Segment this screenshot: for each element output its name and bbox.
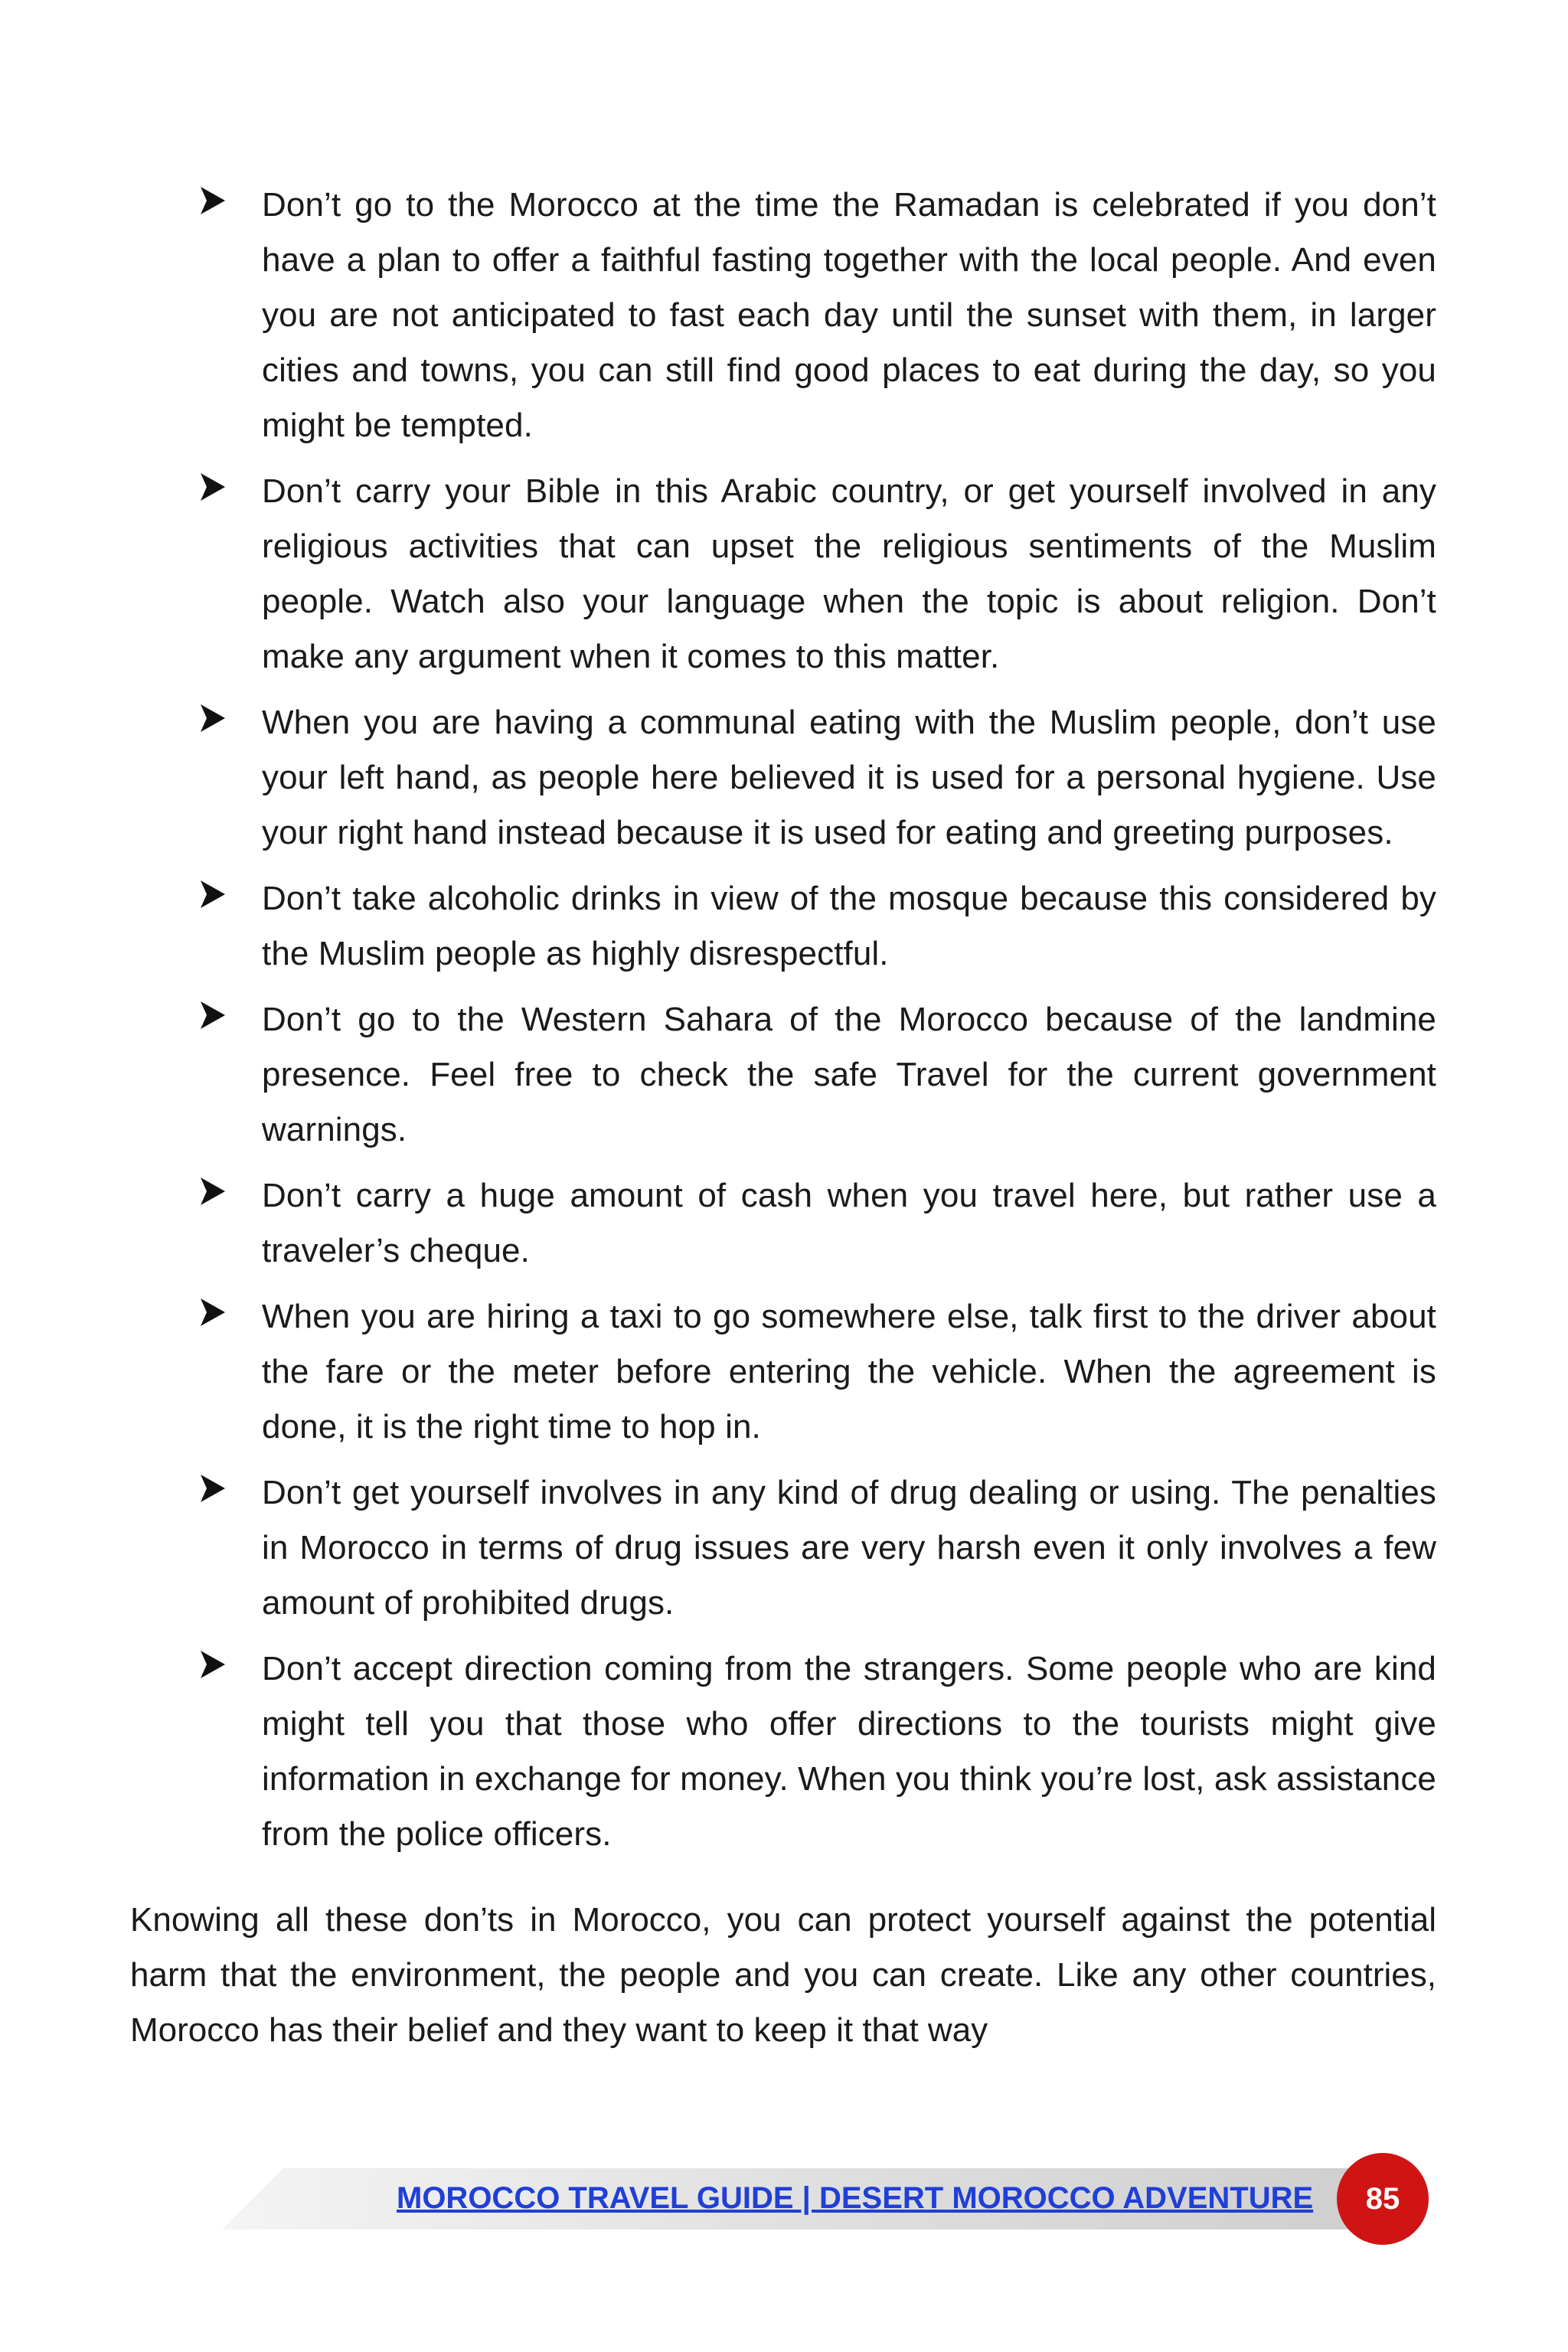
list-item [130, 992, 1436, 1158]
bullet-text: Don’t carry a huge amount of cash when you travel here, but rather use a traveler’s cheque. [262, 1177, 1436, 1269]
arrowhead-bullet-icon [199, 1473, 227, 1504]
arrowhead-bullet-icon [199, 185, 227, 216]
arrowhead-bullet-icon [199, 1297, 227, 1328]
arrowhead-bullet-icon [199, 1649, 227, 1680]
bullet-text: When you are hiring a taxi to go somewhere else, talk first to the driver about the fare or the meter before entering the vehicle. When the agreement is done, it is the right time to hop in. [262, 1298, 1436, 1446]
bullet-text: Don’t carry your Bible in this Arabic country, or get yourself involved in any religious activities that can upset the religious sentiments of the Muslim people. Watch also your language when the topic is about religion. Don’t make any argument when it comes to this matter. [262, 472, 1436, 675]
closing-paragraph: Knowing all these don’ts in Morocco, you can protect yourself against the potential harm that the environment, the people and you can create. Like any other countries, Morocco has their belief and they want to keep it that way [130, 1901, 1436, 2049]
bullet-text: Don’t get yourself involves in any kind of drug dealing or using. The penalties in Morocco in terms of drug issues are very harsh even it only involves a few amount of prohibited drugs. [262, 1474, 1436, 1622]
list-item [130, 1289, 1436, 1455]
list-item [130, 1642, 1436, 1862]
list-item [130, 178, 1436, 453]
page-footer [222, 2168, 1439, 2230]
list-item [130, 871, 1436, 982]
arrowhead-bullet-icon [199, 472, 227, 502]
arrowhead-bullet-icon [199, 879, 227, 910]
list-item [130, 1465, 1436, 1631]
page-number-badge: 85 [1337, 2153, 1429, 2245]
arrowhead-bullet-icon [199, 1000, 227, 1031]
arrowhead-bullet-icon [199, 703, 227, 733]
footer-title-link[interactable]: MOROCCO TRAVEL GUIDE | DESERT MOROCCO ADVENTURE [397, 2181, 1314, 2215]
list-item [130, 1168, 1436, 1279]
page-body [130, 178, 1436, 2058]
bullet-list [130, 178, 1436, 1862]
bullet-text: Don’t go to the Morocco at the time the Ramadan is celebrated if you don’t have a plan to offer a faithful fasting together with the local people. And even you are not anticipated to fast each day until the sunset with them, in larger cities and towns, you can still find good places to eat during the day, so you might be tempted. [262, 186, 1436, 444]
arrowhead-bullet-icon [199, 1176, 227, 1207]
bullet-text: Don’t go to the Western Sahara of the Morocco because of the landmine presence. Feel free to check the safe Travel for the current government warnings. [262, 1001, 1436, 1148]
list-item [130, 695, 1436, 861]
bullet-text: Don’t take alcoholic drinks in view of the mosque because this considered by the Muslim people as highly disrespectful. [262, 880, 1436, 972]
bullet-text: Don’t accept direction coming from the strangers. Some people who are kind might tell you that those who offer directions to the tourists might give information in exchange for money. When you think you’re lost, ask assistance from the police officers. [262, 1650, 1436, 1853]
list-item [130, 464, 1436, 684]
bullet-text: When you are having a communal eating with the Muslim people, don’t use your left hand, as people here believed it is used for a personal hygiene. Use your right hand instead because it is used for eating and greeting purposes. [262, 704, 1436, 851]
